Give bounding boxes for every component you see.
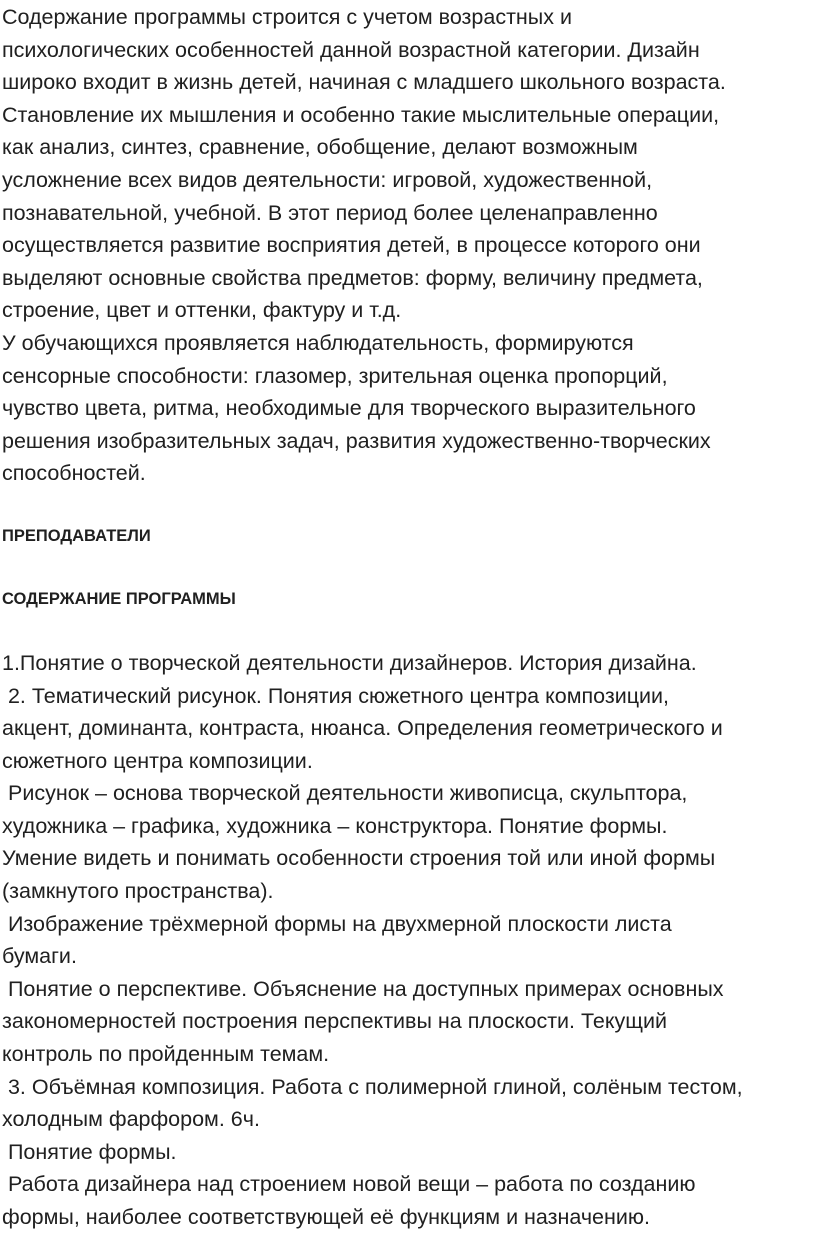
list-item: (замкнутого пространства). [2,879,274,904]
text-line: усложнение всех видов деятельности: игровой, художественной, [2,167,653,192]
list-item: Понятие о перспективе. Объяснение на доступных примерах основных [2,976,724,1001]
text-line: строение, цвет и оттенки, фактуру и т.д. [2,298,402,323]
list-item: Рисунок – основа творческой деятельности живописца, скульптора, [2,781,688,806]
text-line: познавательной, учебной. В этот период более целенаправленно [2,200,658,225]
list-item: холодным фарфором. 6ч. [2,1107,260,1132]
intro-paragraph-2 [2,327,816,490]
list-item: контроль по пройденным темам. [2,1042,330,1067]
text-line: широко входит в жизнь детей, начиная с младшего школьного возраста. [2,70,726,95]
text-line: У обучающихся проявляется наблюдательность, формируются [2,330,634,355]
text-line: как анализ, синтез, сравнение, обобщение, делают возможным [2,135,638,160]
program-contents [2,647,816,1234]
list-item: 1.Понятие о творческой деятельности дизайнеров. История дизайна. [2,650,697,675]
list-item: акцент, доминанта, контраста, нюанса. Определения геометрического и [2,716,723,741]
list-item: Понятие формы. [2,1139,177,1164]
list-item: формы, наиболее соответствующей её функциям и назначению. [2,1205,650,1229]
list-item: 2. Тематический рисунок. Понятия сюжетного центра композиции, [2,683,670,708]
list-item: Работа дизайнера над строением новой вещи – работа по созданию [2,1172,696,1197]
list-item: Умение видеть и понимать особенности строения той или иной формы [2,846,716,871]
program-heading: СОДЕРЖАНИЕ ПРОГРАММЫ [2,589,236,608]
intro-paragraph-1 [2,1,816,327]
list-item: бумаги. [2,944,77,969]
text-line: психологических особенностей данной возрастной категории. Дизайн [2,37,700,62]
list-item: Изображение трёхмерной формы на двухмерной плоскости листа [2,911,672,936]
list-item: закономерностей построения перспективы на плоскости. Текущий [2,1009,667,1034]
list-item: 3. Объёмная композиция. Работа с полимерной глиной, солёным тестом, [2,1074,743,1099]
list-item: сюжетного центра композиции. [2,748,313,773]
teachers-heading: ПРЕПОДАВАТЕЛИ [2,526,151,545]
text-line: осуществляется развитие восприятия детей, в процессе которого они [2,233,701,258]
text-line: решения изобразительных задач, развития художественно-творческих [2,428,711,453]
list-item: художника – графика, художника – конструктора. Понятие формы. [2,813,668,838]
text-line: сенсорные способности: глазомер, зрительная оценка пропорций, [2,363,668,388]
text-line: выделяют основные свойства предметов: форму, величину предмета, [2,265,703,290]
text-line: Становление их мышления и особенно такие мыслительные операции, [2,102,720,127]
text-line: Содержание программы строится с учетом возрастных и [2,5,572,29]
text-line: способностей. [2,461,146,486]
text-line: чувство цвета, ритма, необходимые для творческого выразительного [2,396,696,421]
